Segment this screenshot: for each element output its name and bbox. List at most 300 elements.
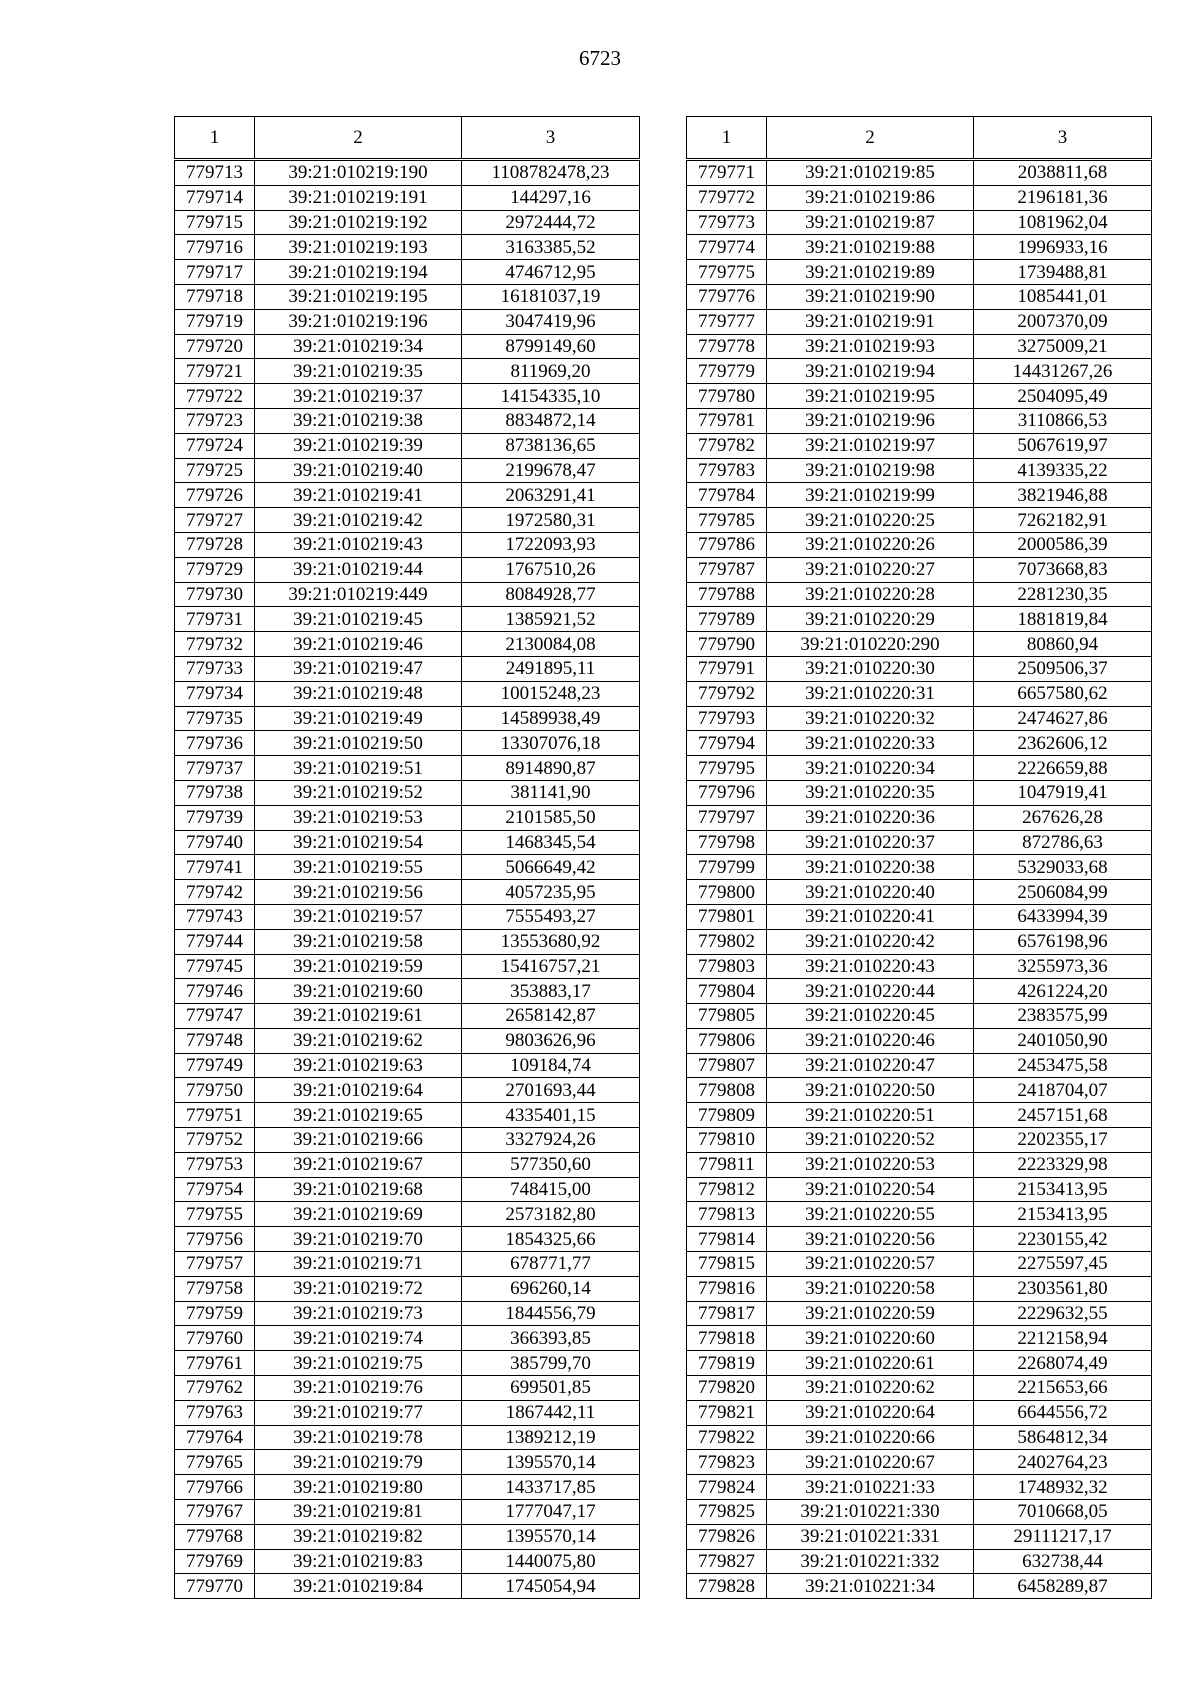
table-row [687,656,1152,681]
row-number-cell: 779730 [175,582,255,607]
value-cell: 14431267,26 [974,359,1152,384]
table-row [175,1103,640,1128]
cadastral-number-cell: 39:21:010219:62 [255,1028,462,1053]
value-cell: 29111217,17 [974,1524,1152,1549]
cadastral-number-cell: 39:21:010219:82 [255,1524,462,1549]
table-row [687,532,1152,557]
header-cell: 2 [767,117,974,160]
row-number-cell: 779760 [175,1326,255,1351]
row-number-cell: 779765 [175,1450,255,1475]
value-cell: 2275597,45 [974,1252,1152,1277]
row-number-cell: 779769 [175,1549,255,1574]
value-cell: 3275009,21 [974,334,1152,359]
value-cell: 2196181,36 [974,185,1152,210]
row-number-cell: 779740 [175,830,255,855]
cadastral-number-cell: 39:21:010220:54 [767,1177,974,1202]
value-cell: 1748932,32 [974,1475,1152,1500]
value-cell: 3821946,88 [974,483,1152,508]
cadastral-number-cell: 39:21:010219:45 [255,607,462,632]
value-cell: 3255973,36 [974,954,1152,979]
cadastral-number-cell: 39:21:010219:61 [255,1004,462,1029]
table-row [687,880,1152,905]
table-row [687,1351,1152,1376]
cadastral-number-cell: 39:21:010219:90 [767,284,974,309]
value-cell: 1389212,19 [462,1425,640,1450]
cadastral-number-cell: 39:21:010220:50 [767,1078,974,1103]
row-number-cell: 779753 [175,1152,255,1177]
table-row [687,1400,1152,1425]
row-number-cell: 779782 [687,433,767,458]
row-number-cell: 779715 [175,210,255,235]
cadastral-number-cell: 39:21:010219:38 [255,408,462,433]
value-cell: 3163385,52 [462,235,640,260]
table-row [687,1276,1152,1301]
cadastral-number-cell: 39:21:010219:54 [255,830,462,855]
value-cell: 366393,85 [462,1326,640,1351]
value-cell: 8738136,65 [462,433,640,458]
row-number-cell: 779772 [687,185,767,210]
value-cell: 5329033,68 [974,855,1152,880]
table-row [175,1326,640,1351]
row-number-cell: 779768 [175,1524,255,1549]
value-cell: 7555493,27 [462,904,640,929]
table-row [175,681,640,706]
table-row [687,1053,1152,1078]
value-cell: 4139335,22 [974,458,1152,483]
row-number-cell: 779789 [687,607,767,632]
table-row [175,260,640,285]
table-row [175,508,640,533]
table-row [687,458,1152,483]
value-cell: 10015248,23 [462,681,640,706]
row-number-cell: 779719 [175,309,255,334]
value-cell: 385799,70 [462,1351,640,1376]
row-number-cell: 779816 [687,1276,767,1301]
value-cell: 6458289,87 [974,1574,1152,1599]
row-number-cell: 779807 [687,1053,767,1078]
table-row [175,235,640,260]
value-cell: 8799149,60 [462,334,640,359]
table-row [175,1152,640,1177]
table-row [687,1425,1152,1450]
table-row [175,1252,640,1277]
cadastral-number-cell: 39:21:010219:79 [255,1450,462,1475]
value-cell: 1108782478,23 [462,160,640,186]
row-number-cell: 779713 [175,160,255,186]
cadastral-number-cell: 39:21:010220:57 [767,1252,974,1277]
row-number-cell: 779736 [175,731,255,756]
row-number-cell: 779792 [687,681,767,706]
row-number-cell: 779822 [687,1425,767,1450]
table-row [175,830,640,855]
row-number-cell: 779820 [687,1376,767,1401]
row-number-cell: 779738 [175,780,255,805]
row-number-cell: 779787 [687,557,767,582]
row-number-cell: 779796 [687,780,767,805]
table-row [687,731,1152,756]
table-row [687,210,1152,235]
table-row [687,1227,1152,1252]
value-cell: 2101585,50 [462,805,640,830]
cadastral-number-cell: 39:21:010219:49 [255,706,462,731]
row-number-cell: 779758 [175,1276,255,1301]
cadastral-number-cell: 39:21:010219:41 [255,483,462,508]
row-number-cell: 779828 [687,1574,767,1599]
table-row [175,731,640,756]
table-row [175,607,640,632]
table-row [175,1028,640,1053]
value-cell: 2212158,94 [974,1326,1152,1351]
header-cell: 2 [255,117,462,160]
cadastral-number-cell: 39:21:010219:99 [767,483,974,508]
value-cell: 4261224,20 [974,979,1152,1004]
value-cell: 2401050,90 [974,1028,1152,1053]
cadastral-number-cell: 39:21:010221:330 [767,1500,974,1525]
value-cell: 1739488,81 [974,260,1152,285]
cadastral-number-cell: 39:21:010219:42 [255,508,462,533]
row-number-cell: 779721 [175,359,255,384]
cadastral-number-cell: 39:21:010219:46 [255,632,462,657]
row-number-cell: 779805 [687,1004,767,1029]
row-number-cell: 779810 [687,1128,767,1153]
value-cell: 3327924,26 [462,1128,640,1153]
table-row [687,607,1152,632]
table-row [175,532,640,557]
table-row [175,210,640,235]
row-number-cell: 779773 [687,210,767,235]
cadastral-number-cell: 39:21:010220:67 [767,1450,974,1475]
cadastral-number-cell: 39:21:010220:52 [767,1128,974,1153]
cadastral-number-cell: 39:21:010220:31 [767,681,974,706]
cadastral-number-cell: 39:21:010221:34 [767,1574,974,1599]
cadastral-number-cell: 39:21:010219:66 [255,1128,462,1153]
cadastral-number-cell: 39:21:010219:35 [255,359,462,384]
cadastral-number-cell: 39:21:010219:449 [255,582,462,607]
value-cell: 109184,74 [462,1053,640,1078]
row-number-cell: 779799 [687,855,767,880]
value-cell: 1468345,54 [462,830,640,855]
table-row [175,706,640,731]
row-number-cell: 779729 [175,557,255,582]
table-row [687,260,1152,285]
row-number-cell: 779726 [175,483,255,508]
table-row [687,1301,1152,1326]
table-row [687,235,1152,260]
table-row [175,756,640,781]
cadastral-number-cell: 39:21:010219:73 [255,1301,462,1326]
cadastral-number-cell: 39:21:010219:86 [767,185,974,210]
table-row [175,904,640,929]
cadastral-number-cell: 39:21:010221:33 [767,1475,974,1500]
cadastral-number-cell: 39:21:010220:290 [767,632,974,657]
value-cell: 2223329,98 [974,1152,1152,1177]
cadastral-number-cell: 39:21:010219:58 [255,929,462,954]
row-number-cell: 779720 [175,334,255,359]
table-row [175,334,640,359]
cadastral-number-cell: 39:21:010220:27 [767,557,974,582]
row-number-cell: 779735 [175,706,255,731]
table-row [175,1450,640,1475]
cadastral-number-cell: 39:21:010220:58 [767,1276,974,1301]
table-row [687,1078,1152,1103]
row-number-cell: 779778 [687,334,767,359]
value-cell: 6433994,39 [974,904,1152,929]
row-number-cell: 779788 [687,582,767,607]
value-cell: 2701693,44 [462,1078,640,1103]
cadastral-number-cell: 39:21:010220:51 [767,1103,974,1128]
row-number-cell: 779776 [687,284,767,309]
table-row [687,160,1152,186]
row-number-cell: 779803 [687,954,767,979]
row-number-cell: 779798 [687,830,767,855]
value-cell: 2226659,88 [974,756,1152,781]
row-number-cell: 779813 [687,1202,767,1227]
value-cell: 2402764,23 [974,1450,1152,1475]
row-number-cell: 779815 [687,1252,767,1277]
table-row [687,706,1152,731]
value-cell: 267626,28 [974,805,1152,830]
row-number-cell: 779781 [687,408,767,433]
table-row [687,805,1152,830]
cadastral-number-cell: 39:21:010220:62 [767,1376,974,1401]
table-row [687,1103,1152,1128]
row-number-cell: 779755 [175,1202,255,1227]
value-cell: 9803626,96 [462,1028,640,1053]
table-row [687,508,1152,533]
row-number-cell: 779737 [175,756,255,781]
cadastral-number-cell: 39:21:010219:60 [255,979,462,1004]
row-number-cell: 779739 [175,805,255,830]
right-table [686,116,1152,1599]
cadastral-number-cell: 39:21:010219:44 [255,557,462,582]
row-number-cell: 779741 [175,855,255,880]
cadastral-number-cell: 39:21:010219:67 [255,1152,462,1177]
table-row [175,855,640,880]
value-cell: 14154335,10 [462,384,640,409]
table-row [687,1152,1152,1177]
cadastral-number-cell: 39:21:010219:64 [255,1078,462,1103]
cadastral-number-cell: 39:21:010219:71 [255,1252,462,1277]
row-number-cell: 779819 [687,1351,767,1376]
table-row [175,1301,640,1326]
row-number-cell: 779733 [175,656,255,681]
table-row [175,1078,640,1103]
row-number-cell: 779727 [175,508,255,533]
row-number-cell: 779794 [687,731,767,756]
value-cell: 3047419,96 [462,309,640,334]
value-cell: 811969,20 [462,359,640,384]
cadastral-number-cell: 39:21:010219:88 [767,235,974,260]
cadastral-number-cell: 39:21:010219:53 [255,805,462,830]
table-row [687,433,1152,458]
table-row [175,929,640,954]
value-cell: 2153413,95 [974,1177,1152,1202]
table-row [687,384,1152,409]
value-cell: 1047919,41 [974,780,1152,805]
value-cell: 4335401,15 [462,1103,640,1128]
cadastral-number-cell: 39:21:010220:28 [767,582,974,607]
value-cell: 2474627,86 [974,706,1152,731]
row-number-cell: 779777 [687,309,767,334]
row-number-cell: 779780 [687,384,767,409]
value-cell: 2230155,42 [974,1227,1152,1252]
table-row [687,632,1152,657]
table-row [687,1524,1152,1549]
table-row [687,1004,1152,1029]
table-row [687,1500,1152,1525]
cadastral-number-cell: 39:21:010219:75 [255,1351,462,1376]
row-number-cell: 779742 [175,880,255,905]
table-row [687,557,1152,582]
cadastral-number-cell: 39:21:010219:43 [255,532,462,557]
cadastral-number-cell: 39:21:010219:39 [255,433,462,458]
table-row [687,1028,1152,1053]
cadastral-number-cell: 39:21:010219:98 [767,458,974,483]
row-number-cell: 779754 [175,1177,255,1202]
left-table [174,116,640,1599]
cadastral-number-cell: 39:21:010220:45 [767,1004,974,1029]
row-number-cell: 779826 [687,1524,767,1549]
value-cell: 1972580,31 [462,508,640,533]
table-row [687,359,1152,384]
cadastral-number-cell: 39:21:010220:29 [767,607,974,632]
table-row [687,1128,1152,1153]
value-cell: 2215653,66 [974,1376,1152,1401]
row-number-cell: 779766 [175,1475,255,1500]
row-number-cell: 779827 [687,1549,767,1574]
table-row [687,1475,1152,1500]
row-number-cell: 779743 [175,904,255,929]
row-number-cell: 779723 [175,408,255,433]
cadastral-number-cell: 39:21:010220:42 [767,929,974,954]
cadastral-number-cell: 39:21:010220:38 [767,855,974,880]
value-cell: 6576198,96 [974,929,1152,954]
row-number-cell: 779716 [175,235,255,260]
row-number-cell: 779770 [175,1574,255,1599]
table-row [175,483,640,508]
table-row [687,1177,1152,1202]
row-number-cell: 779714 [175,185,255,210]
cadastral-number-cell: 39:21:010219:47 [255,656,462,681]
value-cell: 2457151,68 [974,1103,1152,1128]
cadastral-number-cell: 39:21:010219:72 [255,1276,462,1301]
row-number-cell: 779811 [687,1152,767,1177]
value-cell: 1996933,16 [974,235,1152,260]
cadastral-number-cell: 39:21:010220:53 [767,1152,974,1177]
cadastral-number-cell: 39:21:010219:83 [255,1549,462,1574]
value-cell: 2504095,49 [974,384,1152,409]
value-cell: 2362606,12 [974,731,1152,756]
table-row [175,1549,640,1574]
cadastral-number-cell: 39:21:010219:40 [255,458,462,483]
row-number-cell: 779795 [687,756,767,781]
cadastral-number-cell: 39:21:010220:59 [767,1301,974,1326]
table-row [175,1524,640,1549]
table-row [687,185,1152,210]
cadastral-number-cell: 39:21:010219:56 [255,880,462,905]
value-cell: 4057235,95 [462,880,640,905]
row-number-cell: 779791 [687,656,767,681]
row-number-cell: 779806 [687,1028,767,1053]
cadastral-number-cell: 39:21:010220:37 [767,830,974,855]
row-number-cell: 779764 [175,1425,255,1450]
cadastral-number-cell: 39:21:010219:97 [767,433,974,458]
value-cell: 632738,44 [974,1549,1152,1574]
row-number-cell: 779722 [175,384,255,409]
table-row [687,408,1152,433]
cadastral-number-cell: 39:21:010219:193 [255,235,462,260]
value-cell: 15416757,21 [462,954,640,979]
table-row [175,433,640,458]
cadastral-number-cell: 39:21:010219:94 [767,359,974,384]
cadastral-number-cell: 39:21:010219:50 [255,731,462,756]
value-cell: 2007370,09 [974,309,1152,334]
page-number: 6723 [579,46,621,70]
table-row [687,1549,1152,1574]
cadastral-number-cell: 39:21:010219:57 [255,904,462,929]
row-number-cell: 779818 [687,1326,767,1351]
header-cell: 3 [974,117,1152,160]
row-number-cell: 779756 [175,1227,255,1252]
table-row [175,284,640,309]
cadastral-number-cell: 39:21:010219:48 [255,681,462,706]
table-row [175,656,640,681]
value-cell: 144297,16 [462,185,640,210]
cadastral-number-cell: 39:21:010219:81 [255,1500,462,1525]
table-row [175,780,640,805]
row-number-cell: 779725 [175,458,255,483]
row-number-cell: 779774 [687,235,767,260]
table-row [687,483,1152,508]
row-number-cell: 779802 [687,929,767,954]
table-row [687,830,1152,855]
value-cell: 8914890,87 [462,756,640,781]
cadastral-number-cell: 39:21:010221:332 [767,1549,974,1574]
row-number-cell: 779751 [175,1103,255,1128]
cadastral-number-cell: 39:21:010220:43 [767,954,974,979]
value-cell: 6657580,62 [974,681,1152,706]
row-number-cell: 779771 [687,160,767,186]
table-row [687,1376,1152,1401]
row-number-cell: 779808 [687,1078,767,1103]
value-cell: 2418704,07 [974,1078,1152,1103]
table-row [175,1276,640,1301]
cadastral-number-cell: 39:21:010219:192 [255,210,462,235]
value-cell: 5066649,42 [462,855,640,880]
row-number-cell: 779775 [687,260,767,285]
cadastral-number-cell: 39:21:010219:51 [255,756,462,781]
row-number-cell: 779757 [175,1252,255,1277]
value-cell: 699501,85 [462,1376,640,1401]
row-number-cell: 779786 [687,532,767,557]
row-number-cell: 779759 [175,1301,255,1326]
row-number-cell: 779783 [687,458,767,483]
left-table-body [175,160,640,1599]
value-cell: 8834872,14 [462,408,640,433]
table-row [175,1475,640,1500]
row-number-cell: 779744 [175,929,255,954]
table-row [175,384,640,409]
cadastral-number-cell: 39:21:010219:69 [255,1202,462,1227]
value-cell: 6644556,72 [974,1400,1152,1425]
cadastral-number-cell: 39:21:010219:84 [255,1574,462,1599]
value-cell: 1844556,79 [462,1301,640,1326]
cadastral-number-cell: 39:21:010219:85 [767,160,974,186]
value-cell: 2383575,99 [974,1004,1152,1029]
row-number-cell: 779821 [687,1400,767,1425]
cadastral-number-cell: 39:21:010220:40 [767,880,974,905]
value-cell: 2038811,68 [974,160,1152,186]
